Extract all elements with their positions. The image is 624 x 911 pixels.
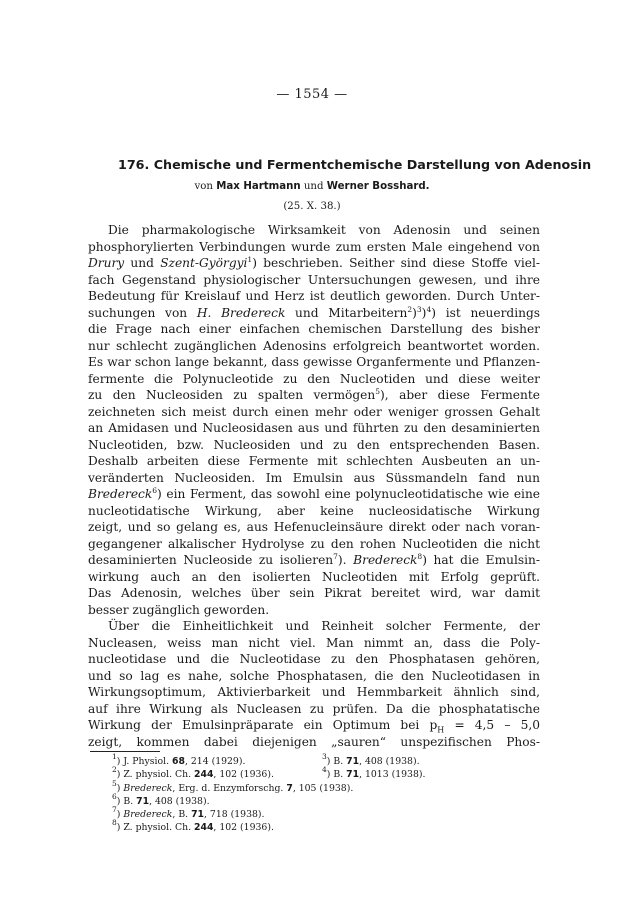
footnote-1 — [112, 752, 246, 767]
text-line: phosphorylierten Verbindungen wurde zum ersten Male eingehend von — [88, 239, 540, 254]
text-line: zeigt, kommen dabei diejenigen „sauren“ unspezifischen Phos- — [88, 734, 540, 749]
received-date: (25. X. 38.) — [283, 201, 341, 212]
footnote-text: , 102 (1936). — [213, 822, 274, 834]
text-line: Deshalb arbeiten diese Fermente mit schlechten Ausbeuten an un- — [88, 454, 540, 468]
footnote-text: , 408 (1938). — [149, 795, 210, 807]
text-line: fermente die Polynucleotide zu den Nucleotiden und diese weiter — [88, 371, 540, 386]
footnote-number: 1 — [112, 752, 117, 761]
footnote-ref[interactable]: 6 — [152, 486, 158, 495]
footnote-volume: 71 — [191, 809, 205, 821]
text-line — [88, 387, 540, 404]
footnote-number: 6 — [112, 791, 117, 801]
text-line: an Amidasen und Nucleosidasen aus und führten zu den desaminierten — [88, 421, 540, 435]
footnote-ref[interactable]: 5 — [375, 387, 381, 396]
footnote-text: ) B. — [326, 769, 347, 781]
text-line: nucleotidatische Wirkung, aber keine nucleosidatische Wirkung — [88, 503, 540, 518]
footnote-ref[interactable]: 2 — [407, 304, 413, 314]
body-text — [88, 222, 540, 750]
footnote-volume: 71 — [346, 756, 360, 767]
footnote-number: 4 — [322, 765, 327, 775]
footnote-ref[interactable]: 1 — [247, 255, 253, 264]
text-line: fach Gegenstand physiologischer Untersuchungen gewesen, und ihre — [88, 272, 540, 287]
author-name: H. Bredereck — [196, 305, 286, 320]
text-span: ) — [412, 305, 417, 320]
footnote-row — [112, 765, 542, 781]
footnote-text: , B. — [172, 809, 192, 821]
author-prefix: von — [194, 181, 213, 192]
text-span: ) ist neuerdings — [431, 305, 540, 320]
footnote-3 — [322, 752, 420, 768]
text-span: Wirkung der Emulsinpräparate ein Optimum bei p — [88, 718, 438, 732]
footnote-text: ) B. — [326, 756, 347, 767]
footnote-ref[interactable]: 3 — [416, 304, 422, 314]
footnote-volume: 7 — [286, 782, 293, 794]
page-number: — 1554 — — [276, 87, 348, 102]
text-line: die Frage nach einer einfachen chemischen Darstellung des bisher — [88, 322, 540, 336]
text-line: nucleotidase und die Nucleotidase zu den Phosphatasen gehören, — [88, 652, 540, 666]
text-line: Bedeutung für Kreislauf und Herz ist deutlich geworden. Durch Unter- — [88, 289, 540, 303]
footnote-number: 3 — [322, 752, 327, 761]
text-line: auf ihre Wirkung als Nucleasen zu prüfen. Da die phosphatatische — [88, 701, 540, 716]
footnote-number: 2 — [112, 765, 117, 775]
footnote-author: Bredereck — [123, 809, 173, 821]
text-span: zu den Nucleosiden zu spalten vermögen — [88, 388, 376, 402]
footnote-ref[interactable]: 8 — [417, 552, 423, 561]
text-span: und Mitarbeitern — [285, 305, 408, 320]
footnote-divider — [90, 751, 160, 752]
footnote-author: Bredereck — [123, 782, 173, 794]
footnote-5 — [112, 778, 542, 795]
footnote-7 — [112, 805, 542, 821]
text-line: Nucleotiden, bzw. Nucleosiden und zu den entsprechenden Basen. — [88, 437, 540, 452]
footnote-number: 5 — [112, 778, 117, 788]
footnote-text: , Erg. d. Enzymforschg. — [172, 782, 287, 794]
author-connector: und — [303, 181, 324, 192]
text-line: nur schlecht zugänglichen Adenosins erfolgreich beantwortet worden. — [88, 338, 540, 353]
footnote-text: , 105 (1938). — [292, 782, 354, 794]
footnote-text: , 718 (1938). — [204, 809, 265, 821]
text-span: ) hat die Emulsin- — [422, 553, 540, 567]
text-line: gegangener alkalischer Hydrolyse zu den rohen Nucleotiden die nicht — [88, 536, 540, 551]
footnote-text: ) — [116, 782, 124, 794]
text-span: ) — [421, 305, 427, 320]
text-line: Das Adenosin, welches über sein Pikrat bereitet wird, war damit — [88, 586, 540, 600]
author-name: Drury — [88, 256, 125, 270]
text-span: ) beschrieben. Seither sind diese Stoffe viel- — [252, 256, 540, 270]
author-name: Szent-Györgyi — [160, 256, 248, 270]
text-span: suchungen von — [88, 305, 197, 320]
text-line: Die pharmakologische Wirksamkeit von Adenosin und seinen — [108, 223, 540, 237]
text-line — [88, 305, 540, 322]
footnote-text: , 1013 (1938). — [359, 769, 426, 781]
text-line: zeichneten sich meist durch einen mehr oder weniger grossen Gehalt — [88, 404, 540, 419]
footnote-8 — [112, 818, 542, 834]
footnote-text: ) Z. physiol. Ch. — [116, 822, 194, 834]
footnote-text: , 408 (1938). — [359, 756, 420, 767]
footnote-row — [112, 752, 542, 768]
text-span: = 4,5 – 5,0 — [444, 718, 540, 732]
text-line — [88, 717, 540, 734]
footnote-text: ) — [116, 809, 124, 821]
text-line: veränderten Nucleosiden. Im Emulsin aus Süssmandeln fand nun — [88, 470, 540, 485]
text-span: ). — [337, 553, 354, 567]
author-name: Bredereck — [353, 553, 418, 567]
footnote-volume: 244 — [194, 769, 214, 781]
text-line: Nucleasen, weiss man nicht viel. Man nimmt an, dass die Poly- — [88, 635, 540, 650]
text-line: Über die Einheitlichkeit und Reinheit solcher Fermente, der — [108, 619, 540, 633]
footnote-text: ) Z. physiol. Ch. — [116, 769, 194, 781]
author-line — [0, 181, 624, 192]
text-span: ), aber diese Fermente — [380, 388, 540, 402]
footnote-number: 7 — [112, 805, 117, 815]
text-span: desaminierten Nucleoside zu isolieren — [88, 553, 334, 567]
text-line: wirkung auch an den isolierten Nucleotiden mit Erfolg geprüft. — [88, 569, 540, 584]
footnote-6 — [112, 791, 542, 808]
text-line — [88, 552, 540, 569]
subscript: H — [437, 725, 445, 734]
footnote-ref[interactable]: 4 — [426, 304, 432, 314]
text-line — [88, 255, 540, 272]
author-2: Werner Bosshard. — [326, 181, 430, 192]
footnote-text: , 102 (1936). — [213, 769, 274, 781]
article-title: 176. Chemische und Fermentchemische Darstellung von Adenosin — [118, 157, 592, 172]
text-line: Es war schon lange bekannt, dass gewisse Organfermente und Pflanzen- — [88, 355, 540, 369]
text-line — [88, 486, 540, 503]
text-line: zeigt, und so gelang es, aus Hefenucleinsäure direkt oder nach voran- — [88, 520, 540, 534]
footnote-volume: 244 — [194, 822, 214, 834]
footnote-4 — [322, 765, 426, 781]
footnote-text: ) B. — [116, 795, 137, 807]
text-span: ) ein Ferment, das sowohl eine polynucleotidatische wie eine — [157, 487, 540, 501]
author-name: Bredereck — [88, 487, 153, 501]
text-span: und — [124, 256, 161, 270]
footnote-volume: 71 — [136, 795, 150, 807]
footnote-text: ) J. Physiol. — [116, 756, 172, 767]
footnote-2 — [112, 765, 274, 781]
footnote-ref[interactable]: 7 — [333, 552, 338, 561]
text-line: Wirkungsoptimum, Aktivierbarkeit und Hemmbarkeit ähnlich sind, — [88, 685, 540, 699]
footnotes — [112, 752, 542, 835]
footnote-text: , 214 (1929). — [184, 756, 246, 767]
footnote-number: 8 — [112, 818, 117, 828]
author-1: Max Hartmann — [216, 181, 301, 192]
text-line: besser zugänglich geworden. — [88, 602, 270, 617]
text-line: und so lag es nahe, solche Phosphatasen, die den Nucleotidasen in — [88, 668, 540, 683]
footnote-volume: 68 — [172, 756, 185, 767]
footnote-volume: 71 — [346, 769, 360, 781]
